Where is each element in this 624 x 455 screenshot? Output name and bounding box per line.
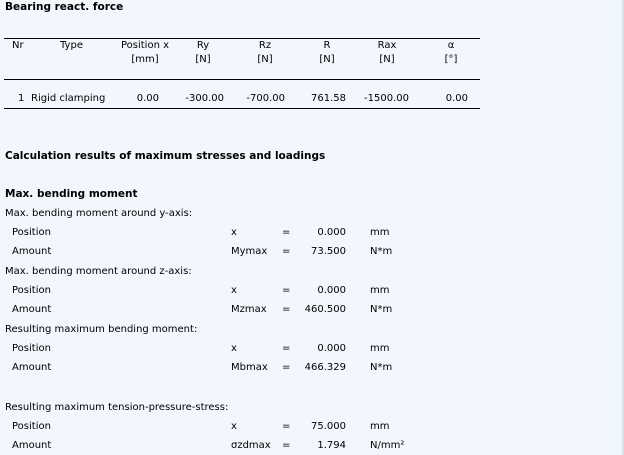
- col-header-r: R: [323, 40, 331, 51]
- row-equals: =: [282, 440, 291, 451]
- row-value: 75.000: [311, 421, 346, 432]
- row-value: 0.000: [317, 227, 346, 238]
- group-label-z-axis: Max. bending moment around z-axis:: [5, 266, 192, 277]
- row-label: Position: [12, 285, 51, 296]
- table-top-rule: [4, 38, 480, 39]
- cell-nr: 1: [18, 93, 25, 104]
- row-symbol: x: [231, 343, 237, 354]
- row-equals: =: [282, 362, 291, 373]
- subsection-title-bending: Max. bending moment: [5, 188, 138, 200]
- col-header-position: Position x: [120, 40, 170, 51]
- col-header-ry: Ry: [196, 40, 210, 51]
- row-label: Position: [12, 343, 51, 354]
- row-equals: =: [282, 227, 291, 238]
- cell-r: 761.58: [311, 93, 346, 104]
- row-unit: mm: [370, 285, 390, 296]
- group-label-resulting: Resulting maximum bending moment:: [5, 324, 198, 335]
- row-value: 460.500: [304, 304, 346, 315]
- row-value: 0.000: [317, 285, 346, 296]
- row-equals: =: [282, 421, 291, 432]
- row-equals: =: [282, 304, 291, 315]
- section-title-bearing: Bearing react. force: [5, 1, 124, 13]
- row-equals: =: [282, 285, 291, 296]
- cell-type: Rigid clamping: [31, 93, 106, 104]
- row-unit: mm: [370, 421, 390, 432]
- row-symbol: x: [231, 227, 237, 238]
- row-value: 73.500: [311, 246, 346, 257]
- col-header-r-unit: [N]: [319, 54, 335, 65]
- row-equals: =: [282, 246, 291, 257]
- col-header-type: Type: [60, 40, 83, 51]
- row-value: 1.794: [317, 440, 346, 451]
- table-header-rule: [4, 79, 480, 80]
- col-header-rax-unit: [N]: [379, 54, 395, 65]
- cell-rax: -1500.00: [364, 93, 409, 104]
- row-symbol: Mymax: [231, 246, 268, 257]
- row-label: Amount: [12, 362, 52, 373]
- row-label: Amount: [12, 304, 52, 315]
- table-bottom-rule: [4, 108, 480, 109]
- row-equals: =: [282, 343, 291, 354]
- row-label: Position: [12, 227, 51, 238]
- row-unit: N*m: [370, 246, 393, 257]
- row-symbol: x: [231, 285, 237, 296]
- row-unit: N/mm²: [370, 440, 405, 451]
- col-header-nr: Nr: [12, 40, 24, 51]
- row-unit: mm: [370, 227, 390, 238]
- row-label: Amount: [12, 246, 52, 257]
- row-label: Amount: [12, 440, 52, 451]
- group-label-y-axis: Max. bending moment around y-axis:: [5, 208, 193, 219]
- row-unit: N*m: [370, 304, 393, 315]
- col-header-position-unit: [mm]: [131, 54, 159, 65]
- col-header-rz: Rz: [258, 40, 272, 51]
- cell-position-x: 0.00: [136, 93, 159, 104]
- col-header-rax: Rax: [377, 40, 397, 51]
- cell-rz: -700.00: [246, 93, 285, 104]
- row-unit: N*m: [370, 362, 393, 373]
- cell-ry: -300.00: [185, 93, 224, 104]
- row-unit: mm: [370, 343, 390, 354]
- row-symbol: Mbmax: [231, 362, 268, 373]
- col-header-alpha: α: [447, 40, 455, 51]
- cell-alpha: 0.00: [445, 93, 468, 104]
- row-label: Position: [12, 421, 51, 432]
- row-symbol: σzdmax: [231, 440, 271, 451]
- group-label-tension: Resulting maximum tension-pressure-stress:: [5, 402, 229, 413]
- row-value: 0.000: [317, 343, 346, 354]
- col-header-ry-unit: [N]: [195, 54, 211, 65]
- row-value: 466.329: [304, 362, 346, 373]
- section-title-results: Calculation results of maximum stresses and loadings: [5, 150, 326, 162]
- row-symbol: Mzmax: [231, 304, 267, 315]
- col-header-rz-unit: [N]: [257, 54, 273, 65]
- row-symbol: x: [231, 421, 237, 432]
- col-header-alpha-unit: [°]: [444, 54, 458, 65]
